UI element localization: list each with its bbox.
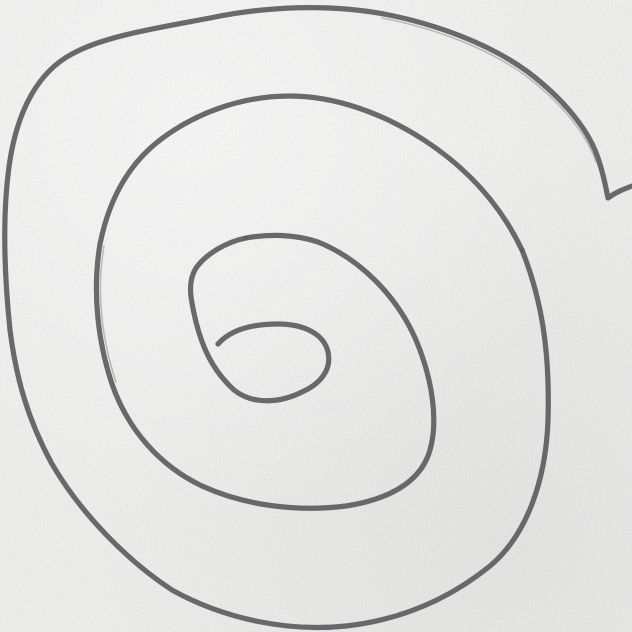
spiral-second-turn bbox=[96, 96, 522, 508]
spiral-third-turn bbox=[191, 238, 329, 401]
graphite-edge-outer bbox=[382, 18, 596, 162]
graphite-edge-inner bbox=[100, 246, 116, 382]
